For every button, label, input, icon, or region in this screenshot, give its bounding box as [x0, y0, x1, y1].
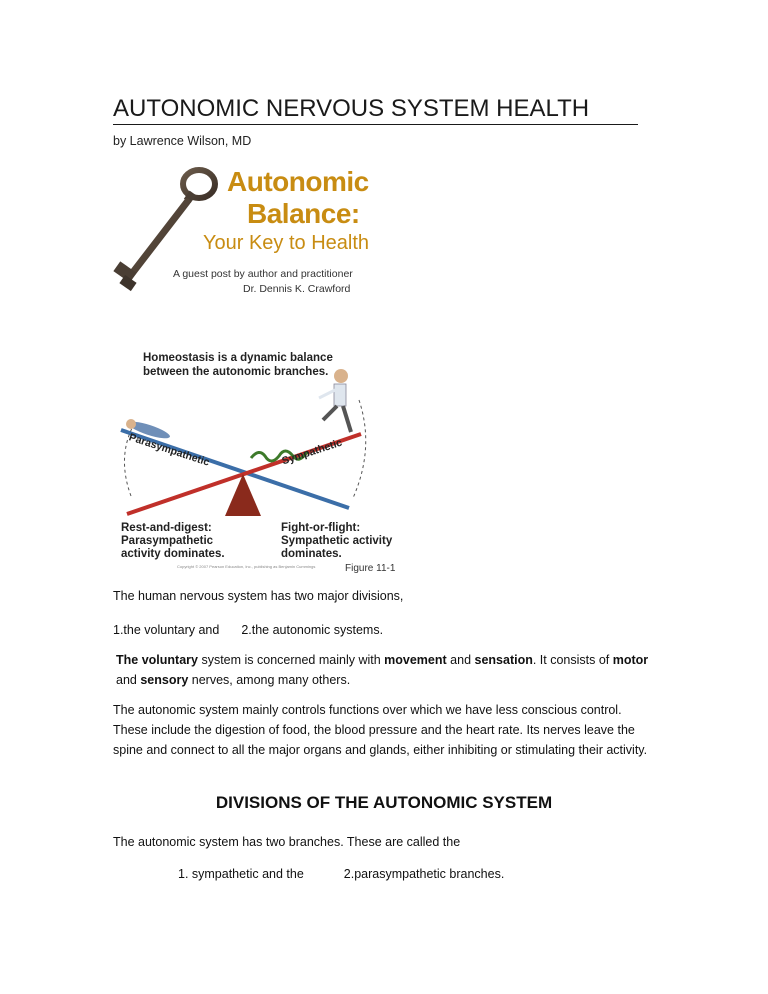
figure-copyright: Copyright © 2007 Pearson Education, Inc., publishing as Benjamin Cummings — [177, 564, 316, 569]
text-span: . It consists of — [532, 653, 613, 667]
parasympathetic-label: Parasympathetic — [127, 431, 211, 469]
fight-or-flight-line3: dominates. — [281, 548, 342, 560]
list-item-voluntary: 1.the voluntary and — [113, 623, 220, 637]
figure-caption-top-2: between the autonomic branches. — [143, 366, 329, 378]
figure-caption-top-1: Homeostasis is a dynamic balance — [143, 352, 333, 364]
rest-and-digest-line1: Rest-and-digest: — [121, 522, 212, 534]
paragraph-autonomic-system: The autonomic system mainly controls functions over which we have less conscious control. These include the digestion of food, the blood pressure and the heart rate. Its nerves leave the spine and connect to all the major organs and glands, either inhibiting or stimulating their activity. — [113, 703, 648, 757]
bold-sensation: sensation — [474, 653, 533, 667]
list-item-parasympathetic: 2.parasympathetic branches. — [343, 867, 505, 881]
autonomic-balance-banner — [113, 162, 371, 296]
list-item-sympathetic: 1. sympathetic and the — [178, 867, 304, 881]
rest-and-digest-line2: Parasympathetic — [121, 535, 214, 547]
list-item-autonomic: 2.the autonomic systems. — [241, 623, 384, 637]
banner-credit-line2: Dr. Dennis K. Crawford — [243, 283, 351, 295]
paragraph-branches-list — [178, 864, 723, 884]
fight-or-flight-line2: Sympathetic activity — [281, 535, 393, 547]
paragraph-branches-intro: The autonomic system has two branches. These are called the — [113, 835, 461, 849]
fight-or-flight-line1: Fight-or-flight: — [281, 522, 361, 534]
banner-title-line2: Balance: — [247, 198, 360, 229]
banner-subtitle: Your Key to Health — [203, 232, 370, 254]
banner-credit-line1: A guest post by author and practitioner — [173, 268, 353, 280]
text-span: and — [446, 653, 475, 667]
paragraph-divisions-list — [113, 620, 658, 640]
text-span: nerves, among many others. — [188, 673, 351, 687]
rest-and-digest-line3: activity dominates. — [121, 548, 225, 560]
homeostasis-seesaw-figure — [113, 338, 413, 578]
bold-motor: motor — [612, 653, 649, 667]
byline: by Lawrence Wilson, MD — [113, 134, 252, 148]
bold-voluntary: The voluntary — [116, 653, 198, 667]
paragraph-divisions-intro: The human nervous system has two major divisions, — [113, 589, 404, 603]
banner-title-line1: Autonomic — [227, 166, 369, 197]
bold-sensory: sensory — [140, 673, 189, 687]
text-span: system is concerned mainly with — [197, 653, 385, 667]
section-heading: DIVISIONS OF THE AUTONOMIC SYSTEM — [215, 793, 553, 812]
figure-number: Figure 11-1 — [345, 563, 396, 574]
sympathetic-label: Sympathetic — [280, 436, 344, 468]
paragraph-voluntary-system — [116, 650, 661, 690]
page-title: AUTONOMIC NERVOUS SYSTEM HEALTH — [113, 94, 638, 125]
text-span: and — [116, 673, 141, 687]
bold-movement: movement — [384, 653, 447, 667]
